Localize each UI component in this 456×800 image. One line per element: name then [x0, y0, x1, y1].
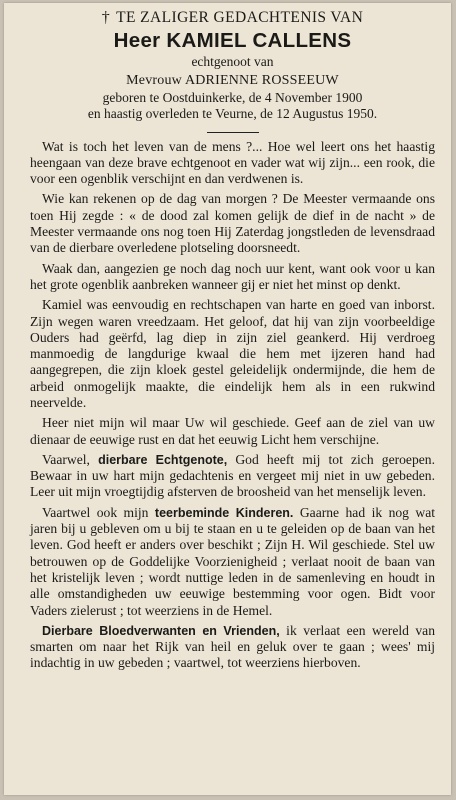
deceased-name: Heer KAMIEL CALLENS	[113, 28, 352, 52]
memorial-card	[4, 3, 451, 795]
paragraph-4: Kamiel was eenvoudig en rechtschapen van harte en goed van inborst. Zijn wegen waren vreedzaam. Het geloof, dat hij van zijn voorbeeldige Ouders had geërfd, lag diep in zijn ziel geankerd. Hij verdroeg manmoedig de langdurige kwaal die hem met ijzeren hand had aangegrepen, die zijn kloek gestel geleidelijk ondermijnde, die hem de arbeid onmogelijk maakte, die eindelijk hem als in een rukwind neervelde.	[30, 297, 435, 410]
spouse-relation: echtgenoot van	[191, 54, 274, 70]
paragraph-2: Wie kan rekenen op de dag van morgen ? De Meester vermaande ons toen Hij zegde : « de dood zal komen gelijk de dief in de nacht » de Meester vermaande ons nog toen Hij Zaterdag jongstleden de levensdraad van de dierbare overledene plotseling doorsneedt.	[30, 191, 435, 256]
spouse-name-line	[30, 73, 435, 90]
header-divider	[207, 132, 259, 133]
dedication-line	[30, 8, 435, 28]
paragraph-8-address: Dierbare Bloedverwanten en Vrienden,	[42, 623, 280, 638]
paragraph-3: Waak dan, aangezien ge noch dag noch uur kent, want ook voor u kan het grote ogenblik aanbreken wanneer gij er niet het minst op denkt.	[30, 260, 435, 292]
paragraph-6-address: dierbare Echtgenote,	[98, 452, 228, 467]
card-body	[30, 139, 435, 672]
cross-icon: †	[101, 9, 111, 26]
paragraph-6	[30, 452, 435, 501]
paragraph-8-text: ik verlaat een wereld van smarten om naar het Rijk van heil en geluk over te gaan ; wees' mij indachtig in uw gebeden ; vaartwel, tot weerziens hierboven.	[30, 622, 436, 671]
paragraph-7-lead: Vaartwel ook mijn	[42, 504, 149, 520]
card-header	[30, 8, 435, 123]
death-line: en haastig overleden te Veurne, de 12 Augustus 1950.	[87, 106, 378, 122]
birth-line: geboren te Oostduinkerke, de 4 November 1900	[102, 90, 363, 106]
paragraph-7	[30, 505, 435, 619]
spouse-title: Mevrouw	[126, 73, 182, 89]
paragraph-7-address: teerbeminde Kinderen.	[154, 505, 294, 520]
paragraph-7-text: Gaarne had ik nog wat jaren bij u gebleven om u bij te staan en u te geleiden op de baan van het leven. God heeft er anders over beschikt ; Zijn H. Wil geschiede. Stel uw betrouwen op de Goddelijke Voorzienigheid ; verlaat nooit de baan van het kristelijk leven ; wordt nuttige leden in de samenleving en houdt in alle omstandigheden uw eeuwige bestemming voor ogen. Bidt voor Vaders zielerust ; tot weerziens in de Hemel.	[30, 504, 436, 618]
paragraph-6-lead: Vaarwel,	[42, 451, 90, 467]
paragraph-1: Wat is toch het leven van de mens ?... Hoe wel leert ons het haastig heengaan van deze brave echtgenoot en vader wat wij zijn... een rook, die voor een ogenblik verschijnt en dan verdwenen is.	[30, 138, 435, 187]
paragraph-5: Heer niet mijn wil maar Uw wil geschiede. Geef aan de ziel van uw dienaar de eeuwige rust en dat het eeuwig Licht hem verschijne.	[30, 415, 435, 447]
dedication-text: TE ZALIGER GEDACHTENIS VAN	[116, 9, 364, 26]
paragraph-6-text: God heeft mij tot zich geroepen. Bewaar in uw hart mijn gedachtenis en vergeet mij niet in uw gebeden. Leer uit mijn vroegtijdig afsterven de broosheid van het menselijk leven.	[30, 451, 435, 500]
spouse-name: ADRIENNE ROSSEEUW	[184, 73, 339, 89]
paragraph-8	[30, 623, 435, 672]
